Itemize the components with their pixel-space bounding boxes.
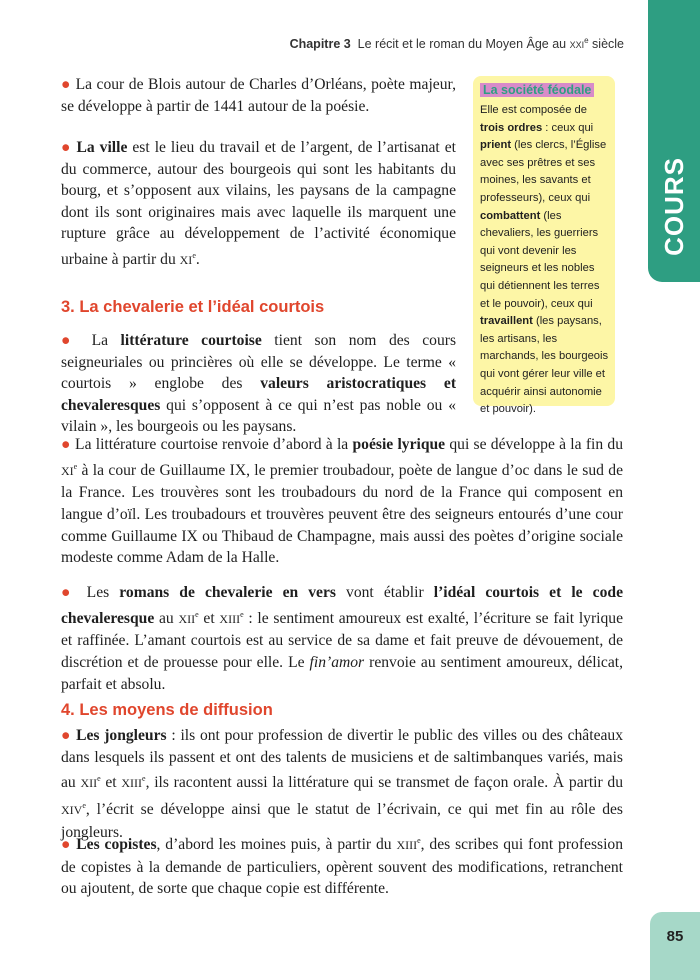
paragraph-jongleurs: ● Les jongleurs : ils ont pour profession de divertir le public des villes ou des châteaux dans lesquels ils passent et ont des talents de musiciens et de saltimbanques variés, mais au XIIe et XIIIe, ils racontent aussi la littérature qui se transmet de façon orale. À partir du XIVe, l’écrit se développe ainsi que le statut de l’écrivain, ce qui met fin au rôle des jongleurs.	[61, 727, 623, 841]
paragraph-cour-de-blois: ● La cour de Blois autour de Charles d’Orléans, poète majeur, se développe à partir de 1441 autour de la poésie.	[61, 76, 456, 115]
bullet-icon: ●	[61, 727, 72, 744]
paragraph-copistes: ● Les copistes, d’abord les moines puis, à partir du XIIIe, des scribes qui font profession de copistes à la demande de particuliers, opèrent souvent des modifications, retranchent ou ajoutent, de sorte que chaque copie est différente.	[61, 836, 624, 898]
paragraph-romans-de-chevalerie: ● Les romans de chevalerie en vers vont établir l’idéal courtois et le code chevaleresque au XIIe et XIIIe : le sentiment amoureux est exalté, l’écriture se fait lyrique et raffinée. L’amant courtois est au service de sa dame et fait preuve de dévouement, de discrétion et de prouesse pour elle. Le fin’amor renvoie au sentiment amoureux, délicat, parfait et absolu.	[61, 584, 624, 693]
bullet-icon: ●	[61, 76, 72, 93]
bullet-icon: ●	[61, 139, 72, 156]
bullet-icon: ●	[61, 836, 72, 854]
chapter-label: Chapitre 3	[289, 37, 351, 52]
section-title-diffusion: 4. Les moyens de diffusion	[61, 701, 273, 719]
paragraph-poesie-lyrique: ● La littérature courtoise renvoie d’abord à la poésie lyrique qui se développe à la fin du XIe à la cour de Guillaume IX, le premier troubadour, poète de langue d’oc dans le sud de la France. Les trouvères sont les troubadours du nord de la France qui composent en langue d’oïl. Les troubadours et trouvères peuvent être des seigneurs entourés d’une cour comme Guillaume IX ou Thibaud de Champagne, mais aussi des poètes d’origine sociale modeste comme Adam de la Halle.	[61, 436, 623, 567]
bullet-icon: ●	[61, 332, 80, 349]
cours-tab	[648, 0, 700, 282]
page-number: 85	[650, 912, 700, 980]
bullet-icon: ●	[61, 584, 77, 601]
section-title-chevalerie: 3. La chevalerie et l’idéal courtois	[61, 298, 325, 316]
sidebar-title: La société féodale	[480, 82, 609, 98]
chapter-title: Le récit et le roman du Moyen Âge au XXIe siècle	[357, 36, 624, 52]
running-header	[290, 36, 624, 51]
paragraph-litterature-courtoise: ● La littérature courtoise tient son nom des cours seigneuriales ou princières où elle se développe. Le terme « courtois » englobe des valeurs aristocratiques et chevaleresques qui s’opposent à ce qui n’est pas noble ou « vilain », les bourgeois ou les paysans.	[61, 332, 457, 436]
sidebar-text: Elle est composée de trois ordres : ceux qui prient (les clercs, l’Église avec ses prêtres et ses moines, les savants et professeurs), ceux qui combattent (les chevaliers, les guerriers qui vont devenir les seigneurs et les nobles qui détiennent les terres et le pouvoir), ceux qui travaillent (les paysans, les artisans, les marchands, les bourgeois qui vont gérer leur ville et acquérir ainsi autonomie et pouvoir).	[480, 104, 609, 416]
sidebar-box-societe-feodale	[473, 76, 615, 416]
paragraph-la-ville: ● La ville est le lieu du travail et de l’argent, de l’artisanat et du commerce, autour des bourgeois qui sont les habitants du bourg, et s’opposent aux vilains, les paysans de la campagne dont ils sont originaires mais avec laquelle ils marquent une rupture grâce au développement de l’activité économique urbaine à partir du XIe.	[61, 139, 456, 269]
bullet-icon: ●	[61, 436, 71, 453]
cours-tab-label: COURS	[658, 157, 689, 256]
